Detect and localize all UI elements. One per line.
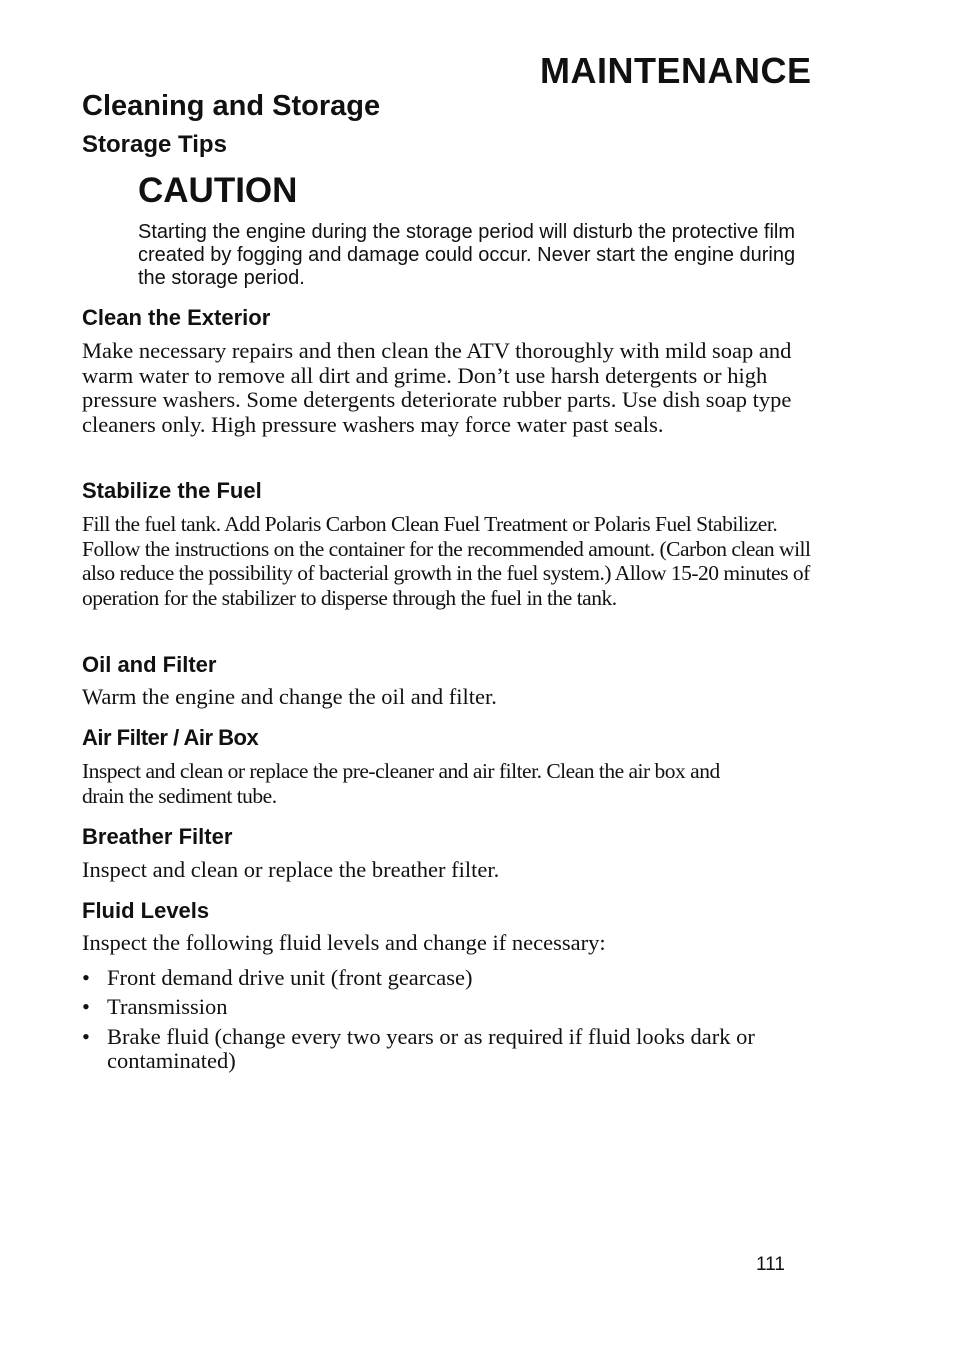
bullet: •	[82, 1023, 90, 1049]
section-text: Fill the fuel tank. Add Polaris Carbon Clean Fuel Treatment or Polaris Fuel Stabilizer. Follow the instructions on the container for the recommended amount. (Carbon clean will also reduce the possibility of bacterial growth in the fuel system.) Allow 15-20 minutes of operation for the stabilizer to disperse through the fuel in the tank.	[82, 512, 811, 610]
section-header: MAINTENANCE	[540, 50, 812, 91]
section-heading: Stabilize the Fuel	[82, 478, 262, 503]
caution-text: Starting the engine during the storage period will disturb the protective film created by fogging and damage could occur. Never start the engine during the storage period.	[138, 221, 796, 289]
bullet: •	[82, 965, 90, 990]
section-text: Make necessary repairs and then clean the ATV thoroughly with mild soap and warm water to remove all dirt and grime. Don’t use harsh detergents or high pressure washers. Some detergents deteriorate rubber parts. Use dish soap type cleaners only. High pressure washers may force water past seals.	[82, 338, 792, 437]
section-text: Inspect and clean or replace the breather filter.	[82, 857, 500, 882]
page-number: 111	[756, 1254, 785, 1275]
section-heading: Clean the Exterior	[82, 305, 271, 330]
bullet: •	[82, 994, 90, 1020]
list-item	[82, 995, 812, 1020]
section-text: Inspect and clean or replace the pre-cleaner and air filter. Clean the air box and drain the sediment tube.	[82, 759, 720, 808]
list-item-text: Brake fluid (change every two years or as required if fluid looks dark or contaminated)	[107, 1023, 755, 1074]
section-heading: Oil and Filter	[82, 652, 217, 677]
section-text: Warm the engine and change the oil and filter.	[82, 684, 497, 709]
sub-heading-storage-tips: Storage Tips	[82, 131, 227, 158]
section-heading: Air Filter / Air Box	[82, 725, 259, 750]
list-item	[82, 966, 812, 991]
list-item	[82, 1025, 812, 1074]
caution-title: CAUTION	[138, 171, 298, 210]
section-heading: Fluid Levels	[82, 898, 210, 923]
section-text: Inspect the following fluid levels and change if necessary:	[82, 930, 606, 955]
section-heading: Breather Filter	[82, 824, 233, 849]
list-item-text: Transmission	[107, 994, 228, 1020]
page-title: Cleaning and Storage	[82, 90, 381, 122]
list-item-text: Front demand drive unit (front gearcase)	[107, 965, 473, 990]
fluid-levels-list	[82, 966, 812, 1079]
